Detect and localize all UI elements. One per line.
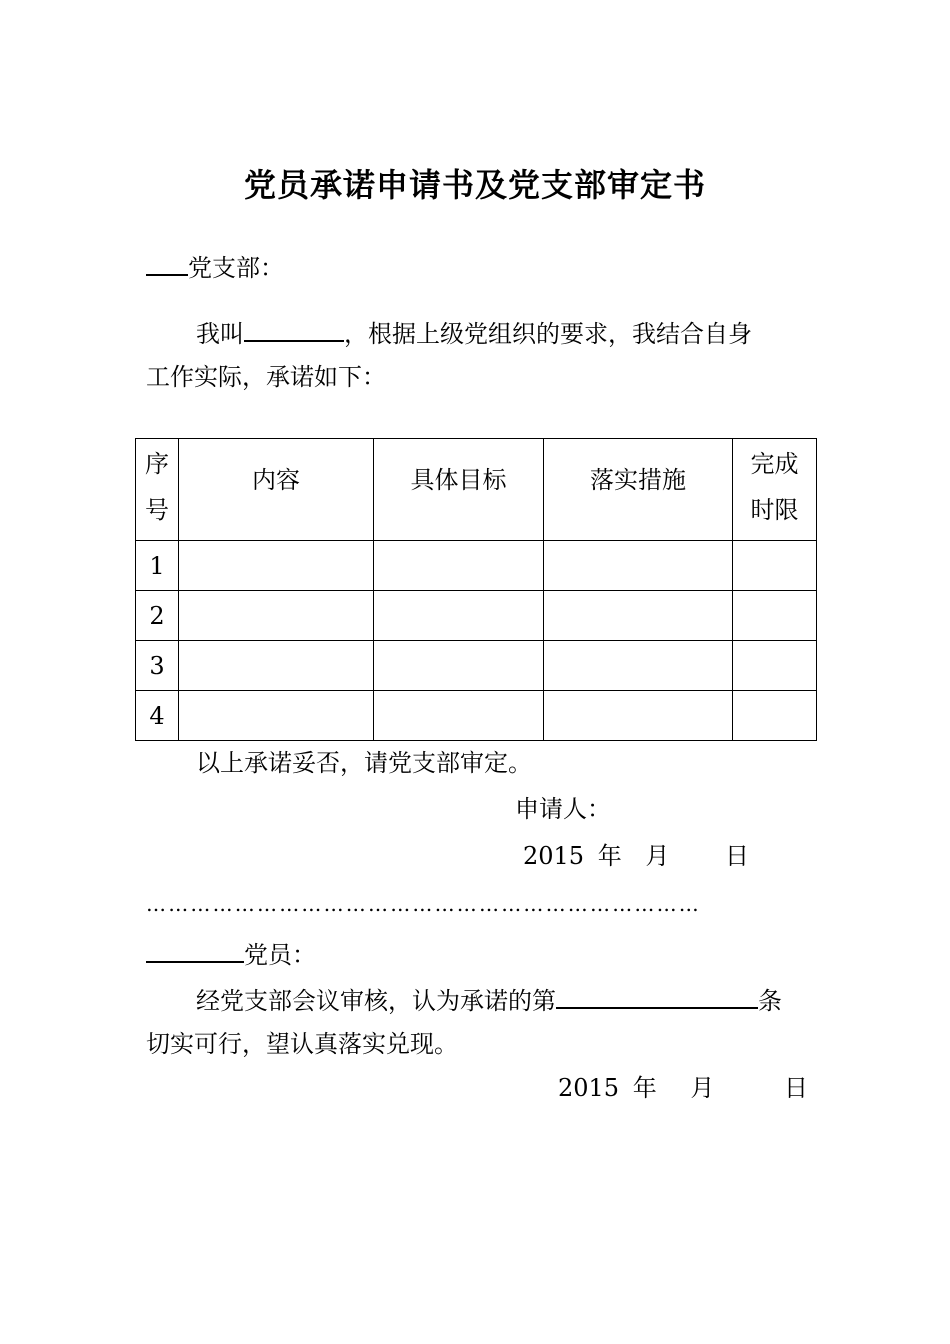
cell-measures[interactable] [544, 691, 733, 741]
review-date-year-label: 年 [632, 1074, 657, 1102]
header-deadline-line2: 时限 [750, 496, 799, 524]
closing-text: 以上承诺妥否，请党支部审定。 [196, 749, 532, 777]
row-number: 4 [136, 691, 179, 741]
review-date [558, 1072, 808, 1104]
review-member-suffix: 党员： [244, 941, 316, 969]
cell-target[interactable] [374, 591, 544, 641]
intro-prefix: 我叫 [196, 320, 244, 348]
header-seq-line1: 序 [145, 450, 169, 478]
applicant-date-year-label: 年 [597, 842, 622, 870]
header-deadline [733, 439, 817, 541]
salutation-suffix: 党支部： [188, 254, 284, 282]
header-target: 具体目标 [374, 439, 544, 541]
review-line1-suffix: 条 [758, 987, 782, 1015]
cell-content[interactable] [179, 591, 374, 641]
header-deadline-line1: 完成 [750, 450, 799, 478]
cell-deadline[interactable] [733, 541, 817, 591]
cell-target[interactable] [374, 641, 544, 691]
salutation [146, 250, 284, 284]
table-row [136, 591, 817, 641]
review-line-2: 切实可行，望认真落实兑现。 [146, 1030, 458, 1058]
review-date-year: 2015 [558, 1074, 620, 1102]
row-number: 1 [136, 541, 179, 591]
header-seq [136, 439, 179, 541]
member-name-blank[interactable] [146, 937, 244, 963]
intro-middle: ，根据上级党组织的要求，我结合自身 [344, 320, 752, 348]
cell-deadline[interactable] [733, 591, 817, 641]
applicant-label: 申请人： [515, 795, 611, 823]
cell-content[interactable] [179, 641, 374, 691]
intro-line-1 [196, 316, 752, 350]
row-number: 2 [136, 591, 179, 641]
table-header-row [136, 439, 817, 541]
review-member-line [146, 937, 316, 971]
cell-content[interactable] [179, 541, 374, 591]
branch-name-blank[interactable] [146, 250, 188, 276]
cell-target[interactable] [374, 691, 544, 741]
header-content: 内容 [179, 439, 374, 541]
row-number: 3 [136, 641, 179, 691]
review-line1-prefix: 经党支部会议审核，认为承诺的第 [196, 987, 556, 1015]
header-seq-line2: 号 [145, 496, 169, 524]
review-date-day-label: 日 [784, 1074, 808, 1102]
applicant-date-month-label: 月 [645, 842, 670, 870]
table-row [136, 691, 817, 741]
document-title: 党员承诺申请书及党支部审定书 [243, 166, 706, 204]
commitment-table [135, 438, 817, 741]
header-measures: 落实措施 [544, 439, 733, 541]
applicant-date-year: 2015 [523, 842, 585, 870]
cell-measures[interactable] [544, 541, 733, 591]
review-line-1 [196, 983, 782, 1017]
cell-content[interactable] [179, 691, 374, 741]
cell-measures[interactable] [544, 641, 733, 691]
cell-deadline[interactable] [733, 641, 817, 691]
cell-target[interactable] [374, 541, 544, 591]
applicant-date-day-label: 日 [725, 842, 749, 870]
applicant-date [523, 840, 749, 872]
applicant-name-blank[interactable] [244, 316, 344, 342]
table-row [136, 641, 817, 691]
table-row [136, 541, 817, 591]
review-date-month-label: 月 [690, 1074, 715, 1102]
separator-dots: ………………………………………………………………… [146, 892, 701, 916]
cell-measures[interactable] [544, 591, 733, 641]
cell-deadline[interactable] [733, 691, 817, 741]
item-numbers-blank[interactable] [556, 983, 758, 1009]
intro-line-2: 工作实际，承诺如下： [146, 363, 386, 391]
